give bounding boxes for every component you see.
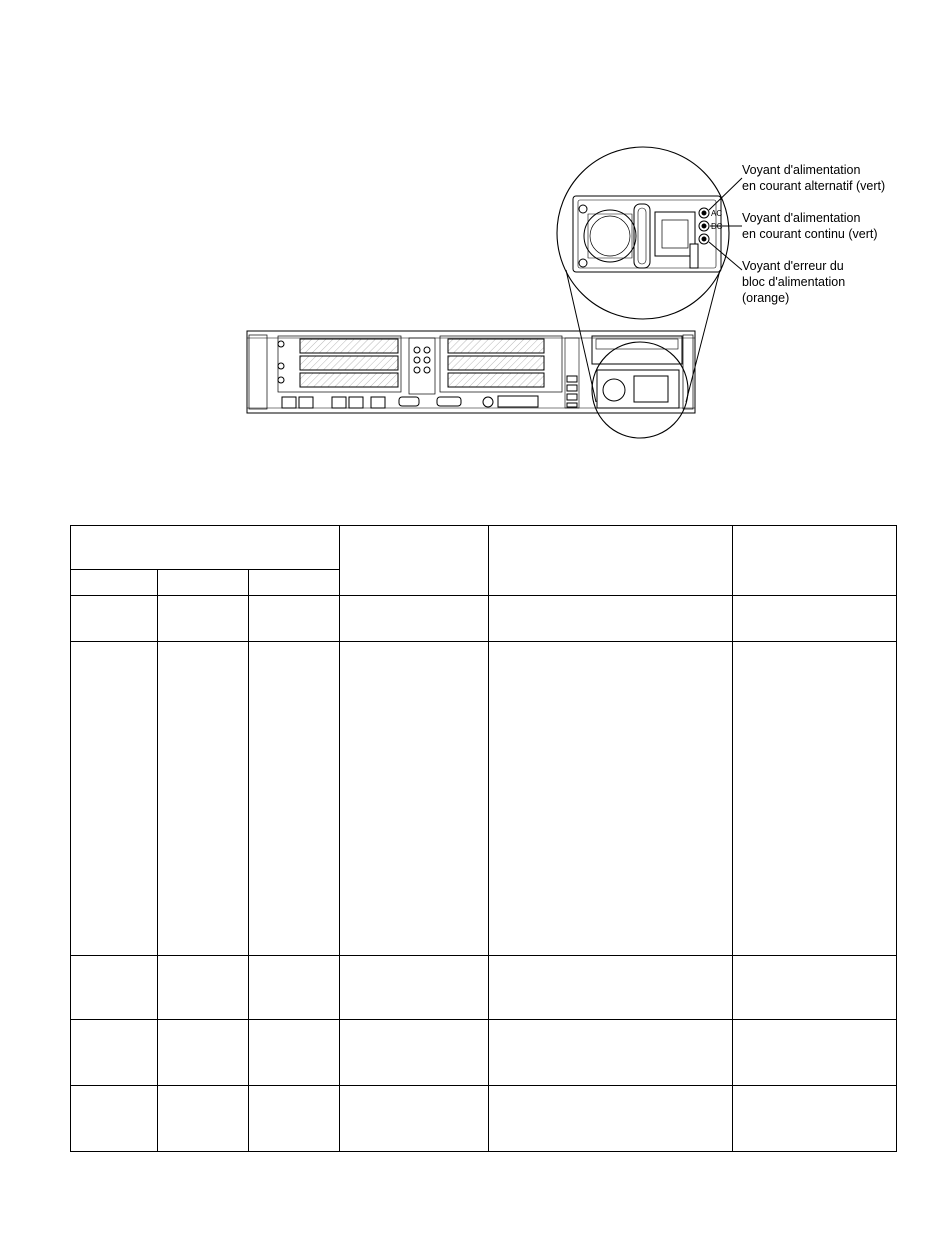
table-cell	[249, 956, 340, 1020]
table-cell	[733, 956, 897, 1020]
header-sub-3	[249, 570, 340, 596]
header-led-group	[71, 526, 340, 570]
header-col-5	[489, 526, 733, 596]
power-supply-figure	[0, 0, 950, 470]
dc-led-callout: Voyant d'alimentation en courant continu (vert)	[742, 211, 878, 241]
table-cell	[489, 596, 733, 642]
table-row	[71, 1020, 897, 1086]
led-status-table	[70, 525, 897, 1152]
header-col-6	[733, 526, 897, 596]
table-cell	[340, 596, 489, 642]
table-cell	[340, 642, 489, 956]
table-cell	[158, 1020, 249, 1086]
table-cell	[71, 956, 158, 1020]
table-cell	[158, 1086, 249, 1152]
table-row	[71, 642, 897, 956]
ac-mark-label: AC	[711, 209, 723, 218]
table-cell	[489, 1020, 733, 1086]
table-cell	[71, 1086, 158, 1152]
table-cell	[733, 596, 897, 642]
table-cell	[489, 642, 733, 956]
table-cell	[71, 596, 158, 642]
table-cell	[489, 956, 733, 1020]
error-led-callout: Voyant d'erreur du bloc d'alimentation (orange)	[742, 259, 846, 305]
table-cell	[340, 1086, 489, 1152]
table-cell	[249, 642, 340, 956]
table-cell	[71, 642, 158, 956]
dc-mark-label: DC	[711, 222, 723, 231]
table-cell	[733, 1086, 897, 1152]
server-rear-chassis	[247, 331, 695, 438]
table-cell	[71, 1020, 158, 1086]
table-row	[71, 956, 897, 1020]
table-cell	[733, 1020, 897, 1086]
table-cell	[249, 1020, 340, 1086]
header-sub-2	[158, 570, 249, 596]
header-col-4	[340, 526, 489, 596]
table-cell	[249, 1086, 340, 1152]
table-cell	[340, 1020, 489, 1086]
ac-led-callout: Voyant d'alimentation en courant alternatif (vert)	[742, 163, 886, 193]
table-cell	[733, 642, 897, 956]
table-row	[71, 596, 897, 642]
table-cell	[158, 642, 249, 956]
table-row	[71, 1086, 897, 1152]
table-cell	[158, 956, 249, 1020]
table-cell	[158, 596, 249, 642]
table-header-row	[71, 526, 897, 570]
table-cell	[489, 1086, 733, 1152]
header-sub-1	[71, 570, 158, 596]
table-cell	[340, 956, 489, 1020]
table-cell	[249, 596, 340, 642]
